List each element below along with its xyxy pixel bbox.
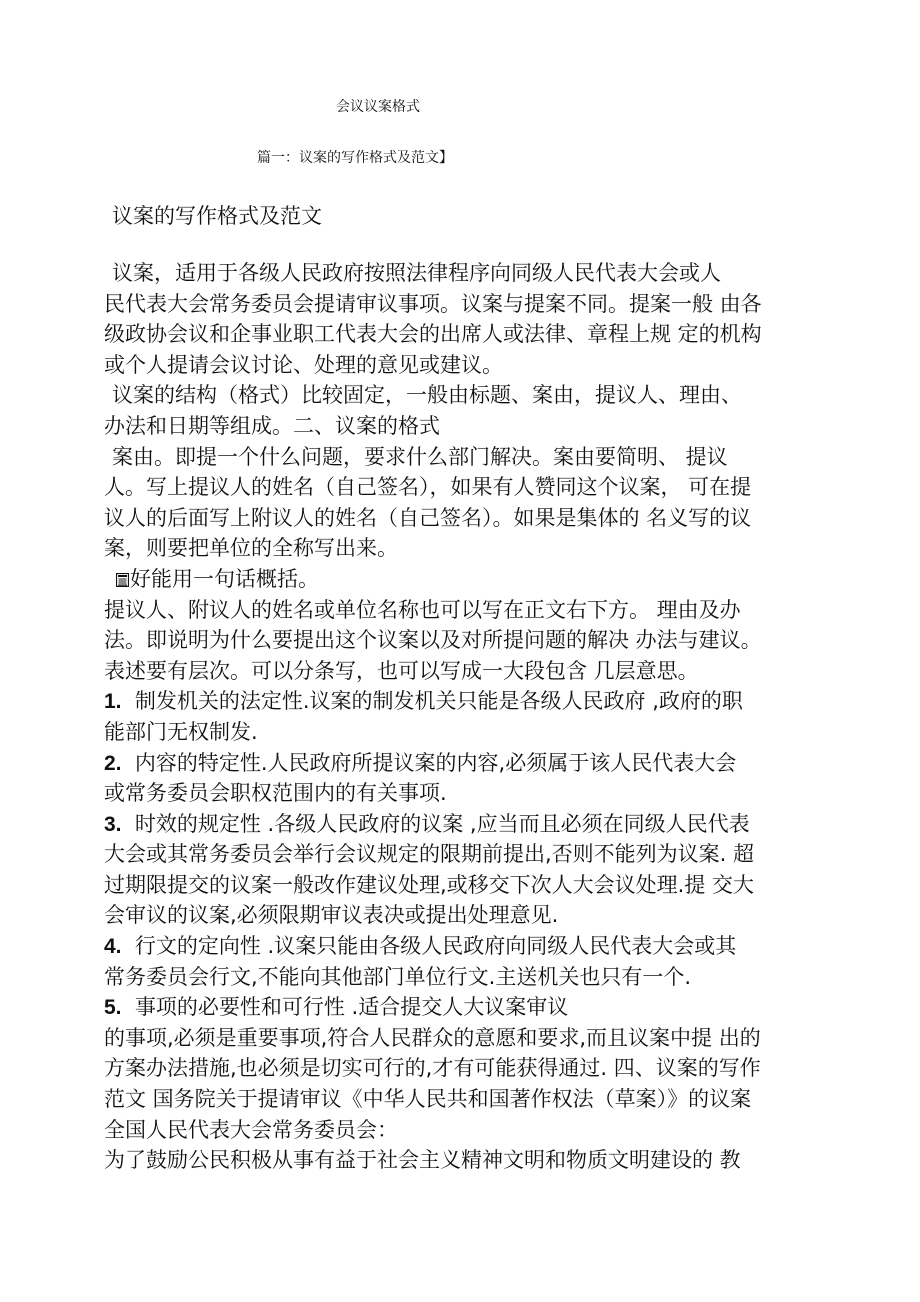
section-heading: 议案的写作格式及范文: [112, 204, 322, 228]
document-icon: [116, 573, 129, 587]
text-line: 案，则要把单位的全称写出来。: [104, 536, 398, 561]
item-text: 事项的必要性和可行性 .适合提交人大议案审议: [134, 995, 569, 1020]
item-number: 4.: [104, 935, 122, 959]
body-text: [104, 258, 824, 1176]
text-line: 或常务委员会职权范围内的有关事项.: [104, 781, 447, 806]
text-line: 的事项,必须是重要事项,符合人民群众的意愿和要求,而且议案中提 出的: [104, 1025, 761, 1050]
text-line-with-icon: [104, 564, 824, 595]
text-line: 议案，适用于各级人民政府按照法律程序向同级人民代表大会或人: [112, 261, 721, 285]
numbered-item: [104, 992, 824, 1023]
item-number: 5.: [104, 996, 122, 1020]
chapter-subtitle: 篇一：议案的写作格式及范文】: [257, 150, 453, 166]
text-line: 能部门无权制发.: [104, 719, 258, 744]
item-text: 时效的规定性 .各级人民政府的议案 ,应当而且必须在同级人民代表: [134, 811, 750, 836]
item-text: 制发机关的法定性.议案的制发机关只能是各级人民政府 ,政府的职: [134, 689, 743, 714]
text-line: 大会或其常务委员会举行会议规定的限期前提出,否则不能列为议案. 超: [104, 842, 755, 867]
text-line: 方案办法措施,也必须是切实可行的,才有可能获得通过. 四、议案的写作: [104, 1056, 761, 1081]
text-line: 案由。即提一个什么问题，要求什么部门解决。案由要简明、 提议: [112, 444, 728, 469]
text-line: 过期限提交的议案一般改作建议处理,或移交下次人大会议处理.提 交大: [104, 872, 755, 897]
numbered-item: [104, 809, 824, 840]
item-number: 1.: [104, 690, 122, 714]
text-line: 全国人民代表大会常务委员会：: [104, 1117, 398, 1142]
item-number: 2.: [104, 751, 122, 775]
text-line: 民代表大会常务委员会提请审议事项。议案与提案不同。提案一般 由各: [104, 291, 762, 316]
document-title: 会议议案格式: [336, 99, 420, 115]
item-text: 行文的定向性 .议案只能由各级人民政府向同级人民代表大会或其: [134, 934, 737, 959]
item-number: 3.: [104, 812, 122, 836]
numbered-item: [104, 931, 824, 962]
text-line: 表述要有层次。可以分条写，也可以写成一大段包含 几层意思。: [104, 658, 699, 683]
text-line: 好能用一句话概括。: [130, 566, 319, 591]
text-line: 办法和日期等组成。二、议案的格式: [104, 413, 440, 438]
numbered-item: [104, 748, 824, 779]
item-text: 内容的特定性.人民政府所提议案的内容,必须属于该人民代表大会: [134, 750, 737, 775]
text-line: 常务委员会行文,不能向其他部门单位行文.主送机关也只有一个.: [104, 964, 692, 989]
text-line: 人。写上提议人的姓名（自己签名），如果有人赞同这个议案， 可在提: [104, 475, 752, 500]
text-line: 或个人提请会议讨论、处理的意见或建议。: [104, 352, 503, 377]
text-line: 法。即说明为什么要提出这个议案以及对所提问题的解决 办法与建议。: [104, 628, 762, 653]
text-line: 议案的结构（格式）比较固定，一般由标题、案由，提议人、理由、: [112, 383, 742, 408]
text-line: 提议人、附议人的姓名或单位名称也可以写在正文右下方。 理由及办: [104, 597, 741, 622]
text-line: 议人的后面写上附议人的姓名（自己签名）。如果是集体的 名义写的议: [104, 505, 752, 530]
text-line: 范文 国务院关于提请审议《中华人民共和国著作权法（草案）》的议案: [104, 1087, 752, 1112]
text-line: 级政协会议和企事业职工代表大会的出席人或法律、章程上规 定的机构: [104, 322, 762, 347]
text-line: 为了鼓励公民积极从事有益于社会主义精神文明和物质文明建设的 教: [104, 1148, 741, 1173]
numbered-item: [104, 686, 824, 717]
text-line: 会审议的议案,必须限期审议表决或提出处理意见.: [104, 903, 559, 928]
